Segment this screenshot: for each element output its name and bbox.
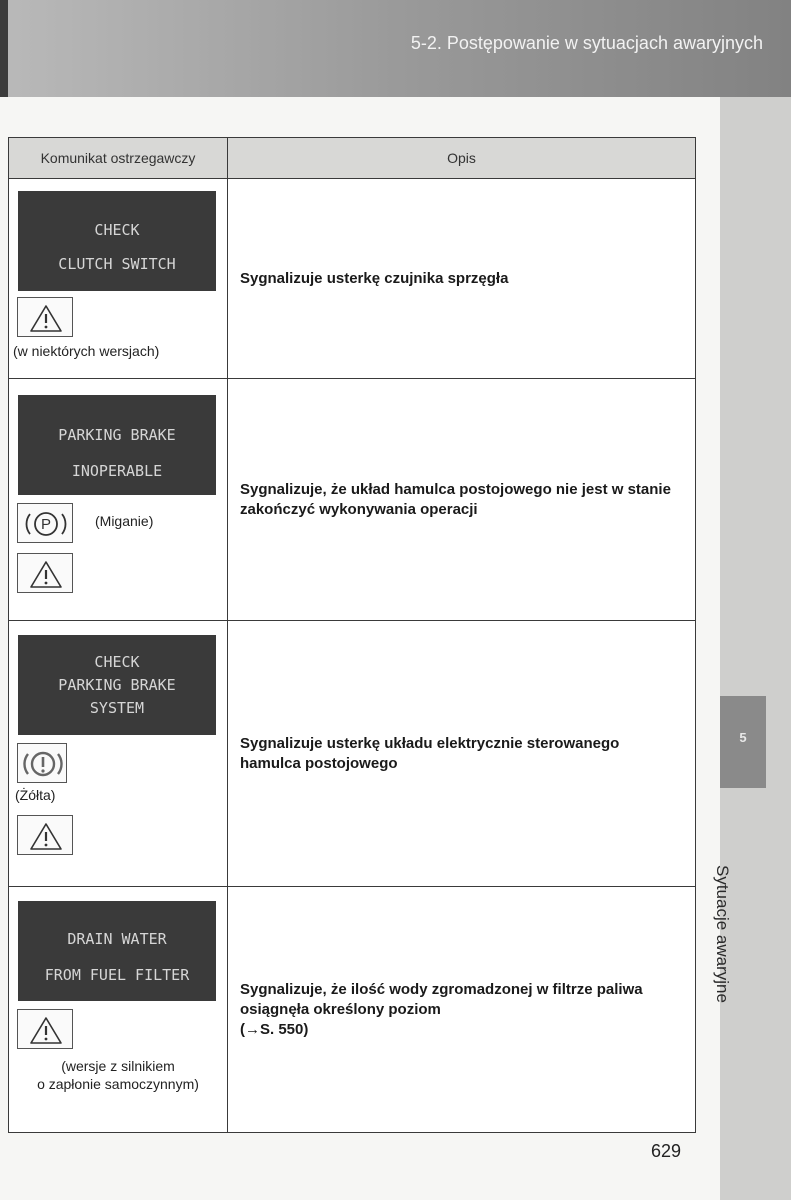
lcd-line: PARKING BRAKE	[58, 426, 176, 444]
chapter-tab	[720, 696, 766, 788]
lcd-line: PARKING BRAKE	[58, 676, 176, 694]
page-reference: (→S. 550)	[240, 1020, 309, 1038]
column-header-description: Opis	[228, 138, 696, 179]
lcd-line: DRAIN WATER	[67, 930, 167, 948]
lcd-message-display	[18, 901, 216, 1001]
table-row	[9, 887, 696, 1133]
description-text: Sygnalizuje, że ilość wody zgromadzonej w filtrze paliwa osiągnęła określony poziom	[240, 980, 643, 1018]
lcd-line: INOPERABLE	[71, 462, 163, 480]
page-number: 629	[651, 1141, 682, 1161]
message-cell	[9, 887, 228, 1133]
blink-indicator-row	[9, 503, 227, 547]
table-row	[9, 621, 696, 887]
message-cell	[9, 379, 228, 621]
lcd-line: FROM FUEL FILTER	[44, 966, 190, 984]
table-header-row	[9, 138, 696, 179]
lcd-line: CLUTCH SWITCH	[58, 255, 176, 273]
variant-note: (w niektórych wersjach)	[13, 343, 160, 359]
description-cell	[228, 621, 696, 887]
description-text: Sygnalizuje usterkę układu elektrycznie sterowanego hamulca postojowego	[240, 734, 620, 772]
column-header-message: Komunikat ostrzegawczy	[9, 138, 228, 179]
header-edge	[0, 0, 8, 97]
color-note: (Żółta)	[15, 787, 56, 803]
lcd-line: CHECK	[94, 221, 140, 239]
description-text: Sygnalizuje usterkę czujnika sprzęgła	[240, 269, 509, 287]
lcd-line: CHECK	[94, 653, 140, 671]
lcd-message-display	[18, 635, 216, 735]
table-row	[9, 379, 696, 621]
lcd-line: SYSTEM	[89, 699, 145, 717]
svg-text:P: P	[40, 516, 52, 533]
warning-triangle-icon	[17, 815, 73, 855]
chapter-label: Sytuacje awaryjne	[713, 865, 732, 1003]
lcd-message-display	[18, 395, 216, 495]
chapter-number: 5	[739, 730, 747, 745]
page-header	[0, 0, 791, 97]
variant-note-line: o zapłonie samoczynnym)	[37, 1076, 199, 1092]
warning-triangle-icon	[17, 297, 73, 337]
warning-table	[8, 137, 696, 1133]
parking-brake-p-icon	[17, 503, 73, 543]
description-text: Sygnalizuje, że układ hamulca postojowego nie jest w stanie zakończyć wykonywania operacji	[240, 480, 671, 518]
warning-triangle-icon	[17, 553, 73, 593]
table-row	[9, 179, 696, 379]
blink-note: (Miganie)	[95, 513, 154, 529]
description-cell	[228, 179, 696, 379]
brake-system-icon	[17, 743, 67, 783]
message-cell	[9, 621, 228, 887]
variant-note-line: (wersje z silnikiem	[61, 1058, 175, 1074]
message-cell	[9, 179, 228, 379]
description-cell	[228, 379, 696, 621]
section-title: 5-2. Postępowanie w sytuacjach awaryjnych	[410, 33, 763, 53]
variant-note	[9, 1057, 227, 1093]
description-cell	[228, 887, 696, 1133]
lcd-message-display	[18, 191, 216, 291]
warning-triangle-icon	[17, 1009, 73, 1049]
side-strip	[720, 97, 791, 1200]
